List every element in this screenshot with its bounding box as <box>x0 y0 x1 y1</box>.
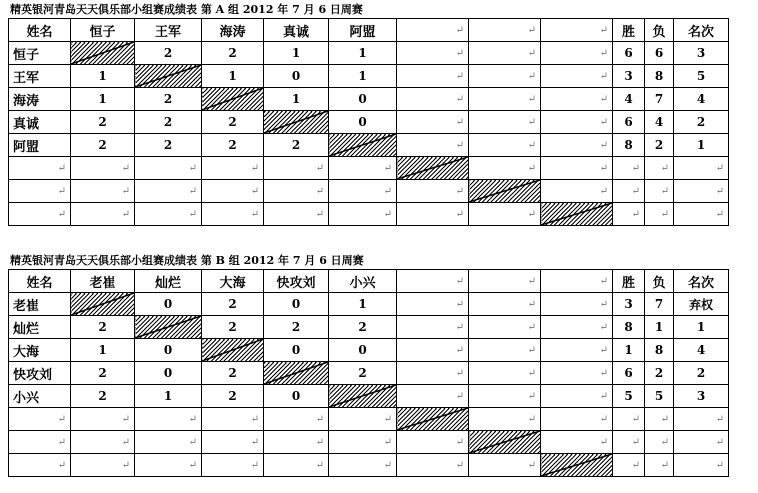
group-a-self-match-cell <box>135 65 202 88</box>
group-a-table-row <box>9 134 729 157</box>
group-a-score-cell: ↵ <box>674 157 729 180</box>
group-a-table-row <box>9 88 729 111</box>
group-b-score-cell: ↵ <box>645 408 674 431</box>
group-a-score-cell: 1 <box>264 88 329 111</box>
group-a-score-cell: ↵ <box>541 157 613 180</box>
group-a-score-cell: ↵ <box>397 65 469 88</box>
group-a-header-cell: ↵ <box>541 19 613 42</box>
group-b-score-cell: ↵ <box>202 454 264 477</box>
group-b-score-cell: ↵ <box>613 408 645 431</box>
group-a-score-cell: ↵ <box>71 180 135 203</box>
group-b-score-cell: 7 <box>645 293 674 316</box>
group-b-table-row <box>9 316 729 339</box>
group-a-score-cell: ↵ <box>469 111 541 134</box>
group-b-score-cell: ↵ <box>469 362 541 385</box>
group-a-score-cell: 1 <box>71 65 135 88</box>
group-b-header-cell: 快攻刘 <box>264 270 329 293</box>
group-b-score-cell: ↵ <box>613 454 645 477</box>
group-b-self-match-cell <box>541 454 613 477</box>
group-b-player-name: 小兴 <box>9 385 71 408</box>
group-a-player-name: 恒子 <box>9 42 71 65</box>
group-b-score-cell: ↵ <box>397 339 469 362</box>
group-b-score-cell: ↵ <box>397 454 469 477</box>
group-a-self-match-cell <box>329 134 397 157</box>
group-b-score-cell: ↵ <box>264 454 329 477</box>
group-a-score-cell: 2 <box>135 111 202 134</box>
group-a-player-name: ↵ <box>9 203 71 226</box>
group-b-score-cell: 2 <box>674 362 729 385</box>
group-a-title: 精英银河青岛天天俱乐部小组赛成绩表 第 A 组 2012 年 7 月 6 日周赛 <box>10 3 363 16</box>
group-b-score-cell: ↵ <box>135 454 202 477</box>
group-b-header-cell: ↵ <box>469 270 541 293</box>
group-b-score-cell: 5 <box>645 385 674 408</box>
group-b-score-cell: 2 <box>71 316 135 339</box>
group-b-player-name: ↵ <box>9 454 71 477</box>
group-a-header-cell: ↵ <box>469 19 541 42</box>
group-b-score-cell: 0 <box>264 293 329 316</box>
group-b-self-match-cell <box>264 362 329 385</box>
group-b-score-cell: 1 <box>645 316 674 339</box>
group-a-score-cell: ↵ <box>541 134 613 157</box>
group-b-score-cell: ↵ <box>674 431 729 454</box>
group-b-score-cell: ↵ <box>541 431 613 454</box>
group-a-score-cell: 3 <box>674 42 729 65</box>
group-b-self-match-cell <box>135 316 202 339</box>
group-b-player-name: 灿烂 <box>9 316 71 339</box>
group-a-table-row <box>9 203 729 226</box>
group-a-score-cell: 8 <box>613 134 645 157</box>
group-a-score-cell: 8 <box>645 65 674 88</box>
group-b-header-cell: 名次 <box>674 270 729 293</box>
group-b-score-cell: ↵ <box>469 408 541 431</box>
group-a-score-cell: ↵ <box>397 88 469 111</box>
group-a-header-cell: 真诚 <box>264 19 329 42</box>
group-a-score-cell: 0 <box>264 65 329 88</box>
group-a-player-name: 真诚 <box>9 111 71 134</box>
group-b-score-cell: 2 <box>202 385 264 408</box>
group-a-score-cell: 1 <box>329 65 397 88</box>
group-b-table-row <box>9 385 729 408</box>
group-a-score-cell: 1 <box>264 42 329 65</box>
group-b-score-cell: ↵ <box>674 408 729 431</box>
group-a-score-cell: 1 <box>71 88 135 111</box>
group-a-table-row <box>9 65 729 88</box>
group-a-table-row <box>9 157 729 180</box>
group-b-score-cell: 1 <box>135 385 202 408</box>
group-b-score-cell: ↵ <box>645 454 674 477</box>
group-a-self-match-cell <box>202 88 264 111</box>
group-b-player-name: 大海 <box>9 339 71 362</box>
group-a-score-cell: ↵ <box>71 157 135 180</box>
group-a-header-cell: 阿盟 <box>329 19 397 42</box>
group-b-score-cell: 2 <box>71 385 135 408</box>
group-b-score-cell: ↵ <box>469 293 541 316</box>
group-b-header-cell: 灿烂 <box>135 270 202 293</box>
group-a-header-cell: 姓名 <box>9 19 71 42</box>
group-b-self-match-cell <box>329 385 397 408</box>
group-a-score-cell: 6 <box>645 42 674 65</box>
group-a-header-cell: 胜 <box>613 19 645 42</box>
group-a-score-cell: ↵ <box>645 180 674 203</box>
group-b-score-cell: ↵ <box>329 431 397 454</box>
group-a-self-match-cell <box>541 203 613 226</box>
group-a-table-row <box>9 111 729 134</box>
group-b-player-name: 老崔 <box>9 293 71 316</box>
group-a-player-name: 王军 <box>9 65 71 88</box>
group-b-self-match-cell <box>397 408 469 431</box>
group-b-header-cell: 负 <box>645 270 674 293</box>
group-b-table-row <box>9 431 729 454</box>
group-a-table-row <box>9 42 729 65</box>
group-b-score-cell: 3 <box>674 385 729 408</box>
group-a-score-cell: ↵ <box>613 157 645 180</box>
group-b-score-cell: ↵ <box>71 431 135 454</box>
group-b-table-row <box>9 293 729 316</box>
group-b-score-cell: 2 <box>202 293 264 316</box>
group-a-score-cell: ↵ <box>541 65 613 88</box>
group-a-score-cell: 4 <box>613 88 645 111</box>
group-b-score-cell: 2 <box>329 362 397 385</box>
group-a-score-cell: ↵ <box>469 88 541 111</box>
group-b-table-row <box>9 408 729 431</box>
group-b-score-cell: 1 <box>71 339 135 362</box>
group-b-header-cell: 姓名 <box>9 270 71 293</box>
group-a-score-cell: 2 <box>71 111 135 134</box>
group-a-score-cell: ↵ <box>135 203 202 226</box>
group-b-score-cell: ↵ <box>135 431 202 454</box>
group-b-score-cell: 1 <box>329 293 397 316</box>
group-b-score-cell: ↵ <box>329 454 397 477</box>
group-b-score-cell: ↵ <box>541 385 613 408</box>
group-a-score-cell: ↵ <box>264 157 329 180</box>
group-a-score-cell: 3 <box>613 65 645 88</box>
group-b-score-cell: ↵ <box>469 339 541 362</box>
group-b-score-cell: ↵ <box>645 431 674 454</box>
group-a-self-match-cell <box>469 180 541 203</box>
group-a-score-cell: ↵ <box>135 157 202 180</box>
group-b-score-cell: ↵ <box>397 431 469 454</box>
group-a-score-cell: ↵ <box>674 203 729 226</box>
group-b-score-cell: ↵ <box>541 339 613 362</box>
group-a-table-row <box>9 180 729 203</box>
group-b-score-cell: 0 <box>135 293 202 316</box>
group-b-score-cell: 2 <box>264 316 329 339</box>
group-b-score-cell: ↵ <box>71 454 135 477</box>
group-b-header-cell: 老崔 <box>71 270 135 293</box>
group-a-score-cell: ↵ <box>541 180 613 203</box>
group-a-header-cell: 负 <box>645 19 674 42</box>
group-b-player-name: ↵ <box>9 408 71 431</box>
group-a-score-cell: 2 <box>264 134 329 157</box>
group-b-score-cell: ↵ <box>135 408 202 431</box>
group-b-score-cell: ↵ <box>397 293 469 316</box>
group-b-header-cell: ↵ <box>541 270 613 293</box>
group-a-score-cell: ↵ <box>613 180 645 203</box>
group-b-title: 精英银河青岛天天俱乐部小组赛成绩表 第 B 组 2012 年 7 月 6 日周赛 <box>10 254 364 267</box>
group-b-score-cell: 0 <box>264 385 329 408</box>
group-a-score-cell: 5 <box>674 65 729 88</box>
group-a-score-cell: ↵ <box>329 203 397 226</box>
group-a-player-name: ↵ <box>9 180 71 203</box>
group-a-score-cell: ↵ <box>202 180 264 203</box>
group-b-header-cell: 小兴 <box>329 270 397 293</box>
group-b-score-cell: ↵ <box>541 316 613 339</box>
group-a-score-cell: 6 <box>613 111 645 134</box>
group-b-score-cell: ↵ <box>329 408 397 431</box>
group-a-score-cell: 4 <box>645 111 674 134</box>
group-a-score-cell: ↵ <box>469 203 541 226</box>
group-a-score-cell: 2 <box>202 42 264 65</box>
group-b-score-cell: ↵ <box>264 431 329 454</box>
group-b-score-cell: ↵ <box>541 408 613 431</box>
group-a-header-cell: ↵ <box>397 19 469 42</box>
group-a-score-cell: 7 <box>645 88 674 111</box>
group-b-score-cell: 0 <box>264 339 329 362</box>
group-b-table-row <box>9 362 729 385</box>
group-b-score-cell: 6 <box>613 362 645 385</box>
group-b-score-cell: 2 <box>329 316 397 339</box>
group-b-score-cell: 8 <box>613 316 645 339</box>
group-b-score-cell: ↵ <box>397 316 469 339</box>
group-a-header-cell: 王军 <box>135 19 202 42</box>
group-a-score-cell: 1 <box>329 42 397 65</box>
group-a-header-cell: 名次 <box>674 19 729 42</box>
group-b-score-cell: 0 <box>135 362 202 385</box>
group-b-score-cell: ↵ <box>674 454 729 477</box>
group-a-score-cell: 1 <box>202 65 264 88</box>
group-a-score-cell: ↵ <box>202 203 264 226</box>
group-b-score-cell: 1 <box>674 316 729 339</box>
group-b-score-cell: ↵ <box>71 408 135 431</box>
group-b-score-cell: ↵ <box>202 408 264 431</box>
group-a-score-cell: ↵ <box>613 203 645 226</box>
group-b-score-cell: 弃权 <box>674 293 729 316</box>
group-b-header-cell: 大海 <box>202 270 264 293</box>
group-a-score-cell: ↵ <box>541 88 613 111</box>
group-b-score-cell: 3 <box>613 293 645 316</box>
group-b-score-cell: 2 <box>202 316 264 339</box>
group-a-score-cell: 2 <box>645 134 674 157</box>
group-b-header-cell: ↵ <box>397 270 469 293</box>
group-a-score-cell: 1 <box>674 134 729 157</box>
group-b-self-match-cell <box>469 431 541 454</box>
group-b-score-cell: ↵ <box>202 431 264 454</box>
group-b-score-cell: 0 <box>135 339 202 362</box>
group-a-score-cell: 2 <box>135 134 202 157</box>
group-b-score-cell: ↵ <box>469 454 541 477</box>
group-a-score-cell: 4 <box>674 88 729 111</box>
group-b-score-cell: ↵ <box>613 431 645 454</box>
group-a-self-match-cell <box>264 111 329 134</box>
group-a-score-cell: ↵ <box>645 203 674 226</box>
group-b-score-cell: ↵ <box>264 408 329 431</box>
group-a-score-cell: ↵ <box>397 111 469 134</box>
group-b-player-name: 快攻刘 <box>9 362 71 385</box>
group-b-score-cell: 2 <box>645 362 674 385</box>
group-a-score-cell: 2 <box>202 111 264 134</box>
group-a-self-match-cell <box>71 42 135 65</box>
group-b-self-match-cell <box>71 293 135 316</box>
group-a-score-cell: ↵ <box>469 157 541 180</box>
group-b-player-name: ↵ <box>9 431 71 454</box>
group-b-score-cell: 4 <box>674 339 729 362</box>
group-b-header-row <box>9 270 729 293</box>
group-a-player-name: 阿盟 <box>9 134 71 157</box>
group-b-self-match-cell <box>202 339 264 362</box>
group-b-score-cell: ↵ <box>397 385 469 408</box>
group-b-score-cell: ↵ <box>541 293 613 316</box>
group-a-score-cell: ↵ <box>541 111 613 134</box>
group-b-header-cell: 胜 <box>613 270 645 293</box>
group-a-score-cell: ↵ <box>397 134 469 157</box>
group-a-score-cell: ↵ <box>645 157 674 180</box>
group-a-score-cell: ↵ <box>397 203 469 226</box>
group-a-score-cell: 2 <box>674 111 729 134</box>
group-a-header-row <box>9 19 729 42</box>
group-b-score-cell: 8 <box>645 339 674 362</box>
group-a-score-cell: ↵ <box>71 203 135 226</box>
group-b-table <box>8 269 729 477</box>
group-b-score-cell: 0 <box>329 339 397 362</box>
group-b-table-row <box>9 454 729 477</box>
group-a-table <box>8 18 729 226</box>
group-a-score-cell: 2 <box>135 88 202 111</box>
group-a-score-cell: ↵ <box>397 42 469 65</box>
group-a-score-cell: ↵ <box>135 180 202 203</box>
group-a-score-cell: ↵ <box>469 134 541 157</box>
group-a-score-cell: ↵ <box>469 65 541 88</box>
group-a-score-cell: 6 <box>613 42 645 65</box>
group-a-header-cell: 海涛 <box>202 19 264 42</box>
group-a-header-cell: 恒子 <box>71 19 135 42</box>
group-b-score-cell: 5 <box>613 385 645 408</box>
group-a-score-cell: ↵ <box>397 180 469 203</box>
group-a-score-cell: ↵ <box>264 203 329 226</box>
group-b-score-cell: 2 <box>202 362 264 385</box>
group-b-score-cell: ↵ <box>469 385 541 408</box>
group-b-score-cell: ↵ <box>397 362 469 385</box>
group-a-score-cell: ↵ <box>264 180 329 203</box>
group-b-score-cell: 2 <box>71 362 135 385</box>
group-a-score-cell: 2 <box>135 42 202 65</box>
group-a-score-cell: ↵ <box>329 157 397 180</box>
group-a-self-match-cell <box>397 157 469 180</box>
group-b-score-cell: ↵ <box>541 362 613 385</box>
group-a-score-cell: 0 <box>329 111 397 134</box>
group-a-score-cell: 2 <box>202 134 264 157</box>
group-a-player-name: 海涛 <box>9 88 71 111</box>
group-a-score-cell: 0 <box>329 88 397 111</box>
group-b-table-row <box>9 339 729 362</box>
group-a-player-name: ↵ <box>9 157 71 180</box>
group-b-score-cell: 1 <box>613 339 645 362</box>
group-a-score-cell: ↵ <box>329 180 397 203</box>
group-a-score-cell: ↵ <box>541 42 613 65</box>
group-a-score-cell: ↵ <box>674 180 729 203</box>
group-a-score-cell: 2 <box>71 134 135 157</box>
group-b-score-cell: ↵ <box>469 316 541 339</box>
group-a-score-cell: ↵ <box>469 42 541 65</box>
group-a-score-cell: ↵ <box>202 157 264 180</box>
